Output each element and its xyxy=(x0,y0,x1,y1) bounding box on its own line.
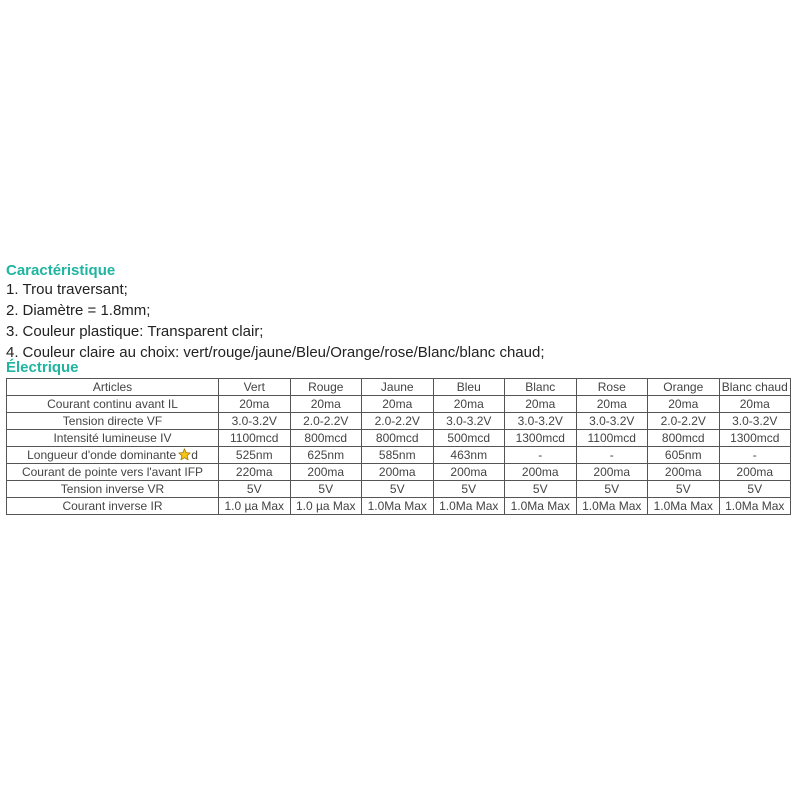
table-cell: 1.0Ma Max xyxy=(433,498,505,515)
table-cell: 5V xyxy=(576,481,648,498)
row-label: Tension directe VF xyxy=(7,413,219,430)
table-cell: 605nm xyxy=(648,447,720,464)
table-cell: 20ma xyxy=(719,396,791,413)
list-item-text: Couleur plastique: Transparent clair; xyxy=(22,323,264,340)
table-cell: 200ma xyxy=(648,464,720,481)
table-cell: 2.0-2.2V xyxy=(290,413,362,430)
table-row xyxy=(7,481,791,498)
table-header-row xyxy=(7,379,791,396)
list-item xyxy=(6,321,794,342)
column-header: Rouge xyxy=(290,379,362,396)
table-cell: 3.0-3.2V xyxy=(576,413,648,430)
row-label: Tension inverse VR xyxy=(7,481,219,498)
table-cell: 20ma xyxy=(290,396,362,413)
list-item-number: 4. xyxy=(6,344,19,361)
row-label-text: Longueur d'onde dominante xyxy=(27,448,177,462)
list-item-text: Trou traversant; xyxy=(22,281,128,298)
table-cell: 5V xyxy=(433,481,505,498)
table-row xyxy=(7,396,791,413)
electrical-heading: Électrique xyxy=(6,359,79,376)
table-cell: 800mcd xyxy=(362,430,434,447)
list-item-number: 2. xyxy=(6,302,19,319)
electrical-spec-table xyxy=(6,378,791,515)
row-label: Courant continu avant IL xyxy=(7,396,219,413)
table-cell: 20ma xyxy=(433,396,505,413)
table-cell: 200ma xyxy=(290,464,362,481)
table-cell: 200ma xyxy=(576,464,648,481)
table-cell: 220ma xyxy=(219,464,291,481)
table-cell: 1100mcd xyxy=(219,430,291,447)
table-cell: 3.0-3.2V xyxy=(719,413,791,430)
table-cell: 1.0Ma Max xyxy=(505,498,577,515)
table-cell: 1.0 µa Max xyxy=(290,498,362,515)
table-cell: 2.0-2.2V xyxy=(648,413,720,430)
table-cell: 200ma xyxy=(362,464,434,481)
table-cell: 5V xyxy=(362,481,434,498)
table-cell: 20ma xyxy=(362,396,434,413)
column-header: Orange xyxy=(648,379,720,396)
table-cell: 800mcd xyxy=(290,430,362,447)
row-label-suffix: d xyxy=(191,448,198,462)
table-cell: 1.0Ma Max xyxy=(576,498,648,515)
row-label: Courant inverse IR xyxy=(7,498,219,515)
table-cell: 5V xyxy=(290,481,362,498)
table-cell: 800mcd xyxy=(648,430,720,447)
table-cell: 3.0-3.2V xyxy=(505,413,577,430)
table-cell: 200ma xyxy=(433,464,505,481)
table-cell: 5V xyxy=(719,481,791,498)
table-cell: - xyxy=(719,447,791,464)
table-cell: 3.0-3.2V xyxy=(433,413,505,430)
table-row xyxy=(7,498,791,515)
table-cell: 1.0Ma Max xyxy=(648,498,720,515)
table-cell: 2.0-2.2V xyxy=(362,413,434,430)
column-header: Blanc chaud xyxy=(719,379,791,396)
table-cell: 5V xyxy=(648,481,720,498)
star-icon xyxy=(178,448,191,461)
list-item-number: 1. xyxy=(6,281,19,298)
table-cell: 5V xyxy=(505,481,577,498)
table-cell: 20ma xyxy=(505,396,577,413)
characteristics-list xyxy=(6,279,794,363)
row-label: Courant de pointe vers l'avant IFP xyxy=(7,464,219,481)
list-item-text: Diamètre = 1.8mm; xyxy=(22,302,151,319)
row-label: Intensité lumineuse IV xyxy=(7,430,219,447)
table-cell: 1.0Ma Max xyxy=(719,498,791,515)
column-header: Vert xyxy=(219,379,291,396)
table-cell: - xyxy=(505,447,577,464)
table-cell: 585nm xyxy=(362,447,434,464)
table-cell: 5V xyxy=(219,481,291,498)
table-row xyxy=(7,447,791,464)
column-header: Rose xyxy=(576,379,648,396)
row-label xyxy=(7,447,219,464)
table-cell: 20ma xyxy=(219,396,291,413)
table-cell: 500mcd xyxy=(433,430,505,447)
list-item xyxy=(6,279,794,300)
column-header: Jaune xyxy=(362,379,434,396)
list-item xyxy=(6,300,794,321)
table-cell: 625nm xyxy=(290,447,362,464)
list-item-number: 3. xyxy=(6,323,19,340)
characteristics-heading: Caractéristique xyxy=(6,262,116,279)
table-cell: 20ma xyxy=(576,396,648,413)
table-cell: 1300mcd xyxy=(505,430,577,447)
table-cell: 1.0Ma Max xyxy=(362,498,434,515)
table-cell: 1.0 µa Max xyxy=(219,498,291,515)
table-cell: 3.0-3.2V xyxy=(219,413,291,430)
table-cell: 200ma xyxy=(505,464,577,481)
table-cell: 525nm xyxy=(219,447,291,464)
column-header: Articles xyxy=(7,379,219,396)
table-cell: 200ma xyxy=(719,464,791,481)
table-cell: 20ma xyxy=(648,396,720,413)
table-cell: 1300mcd xyxy=(719,430,791,447)
column-header: Blanc xyxy=(505,379,577,396)
product-description xyxy=(6,262,794,515)
table-cell: 463nm xyxy=(433,447,505,464)
list-item-text: Couleur claire au choix: vert/rouge/jaune/Bleu/Orange/rose/Blanc/blanc chaud; xyxy=(22,344,545,361)
table-cell: 1100mcd xyxy=(576,430,648,447)
table-row xyxy=(7,413,791,430)
column-header: Bleu xyxy=(433,379,505,396)
table-cell: - xyxy=(576,447,648,464)
table-row xyxy=(7,464,791,481)
table-row xyxy=(7,430,791,447)
